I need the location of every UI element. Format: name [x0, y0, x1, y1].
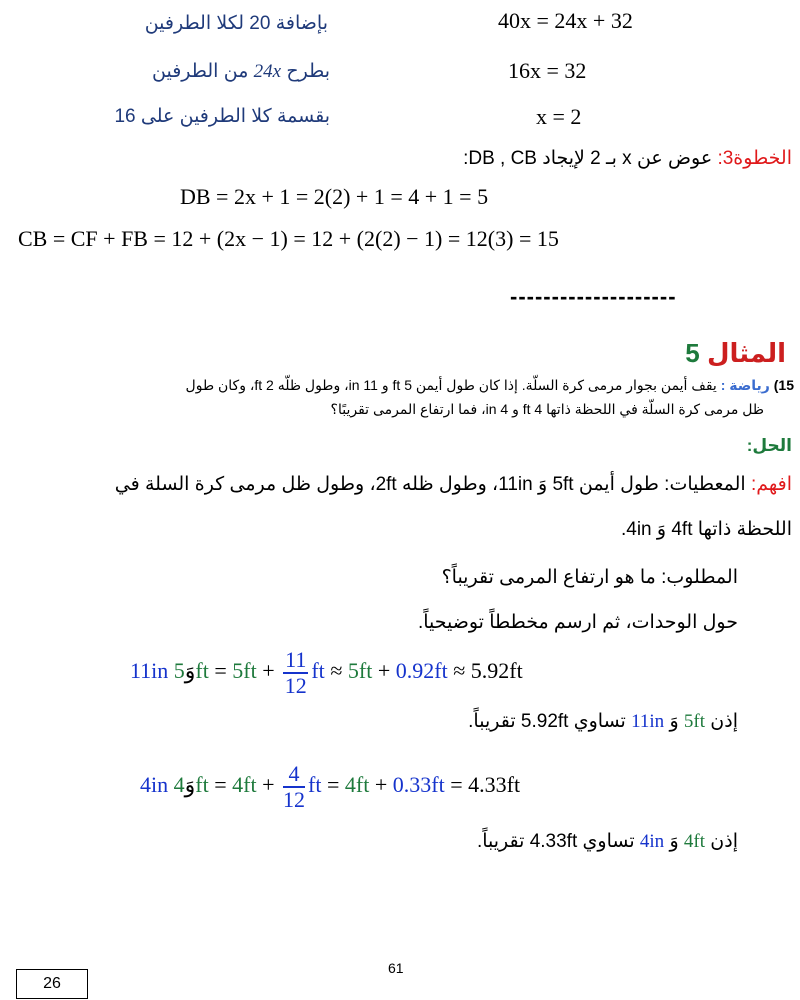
conclusion-1: [468, 710, 738, 733]
step2-prefix: بطرح: [281, 61, 330, 82]
step2-equation: 16x = 32: [508, 58, 587, 83]
calc1-conj: وَ: [184, 658, 196, 684]
calc1-whole: 5ft: [232, 658, 257, 684]
calc2-eq: =: [208, 772, 233, 798]
cb-equation: CB = CF + FB = 12 + (2x − 1) = 12 + (2(2) − 1) = 12(3) = 15: [18, 226, 559, 251]
step1-equation: 40x = 24x + 32: [498, 8, 633, 33]
step3-equation: x = 2: [536, 104, 582, 129]
calc1-unit: ft: [311, 658, 325, 684]
calc2-plus: +: [256, 772, 280, 798]
understand-label: افهم:: [750, 474, 792, 495]
calc2-in: 4in: [140, 772, 169, 798]
problem-number: 15): [773, 377, 794, 393]
calc2-denominator: 12: [283, 787, 305, 813]
conclusion2-ft: 4ft: [683, 831, 706, 852]
calc2-eq2: =: [321, 772, 345, 798]
calc1-term2: 0.92ft: [395, 658, 448, 684]
page-number-center: 61: [388, 960, 404, 976]
calc1-ft: 5ft: [173, 658, 209, 684]
calc1-numerator: 11: [283, 648, 308, 674]
conclusion2-rest: تساوي 4.33ft تقريباً.: [476, 831, 640, 852]
calc1-plus2: +: [372, 658, 396, 684]
step2-suffix: من الطرفين: [152, 61, 254, 82]
calc1-eq: =: [208, 658, 233, 684]
conversion-equation-2: [140, 762, 520, 812]
page-number-box: 26: [16, 969, 88, 999]
step2-var: 24x: [253, 61, 282, 82]
calc1-result: 5.92ft: [470, 658, 523, 684]
conclusion1-a: إذن: [705, 711, 738, 732]
problem-line-2: ظل مرمى كرة السلّة في اللحظة ذاتها 4 ft و 4 in، فما ارتفاع المرمى تقريبًا؟: [330, 401, 764, 417]
problem-line-1: [186, 377, 794, 394]
conclusion2-a: إذن: [705, 831, 738, 852]
substitution-step: [463, 147, 792, 170]
conclusion1-ft: 5ft: [683, 711, 706, 732]
calc1-term1: 5ft: [347, 658, 373, 684]
calc2-conj: وَ: [184, 772, 196, 798]
calc2-plus2: +: [369, 772, 393, 798]
given-line-1: [115, 473, 792, 496]
calc2-unit: ft: [308, 772, 322, 798]
step2-explanation: [152, 60, 330, 83]
calc1-in: 11in: [130, 658, 169, 684]
calc2-result: 4.33ft: [468, 772, 521, 798]
separator: [510, 284, 677, 310]
conclusion1-in: 11in: [631, 711, 665, 732]
given-text-1: المعطيات: طول أيمن 5ft وَ 11in، وطول ظله 2ft، وطول ظل مرمى كرة السلة في: [114, 474, 751, 495]
given-line-2: اللحظة ذاتها 4ft وَ 4in.: [620, 519, 792, 540]
db-equation: DB = 2x + 1 = 2(2) + 1 = 4 + 1 = 5: [180, 184, 489, 209]
calc2-fraction: [283, 762, 305, 812]
calc1-plus: +: [256, 658, 281, 684]
step-text: عوض عن x بـ 2 لإيجاد DB , CB:: [463, 148, 718, 169]
calc1-approx2: ≈: [447, 658, 471, 684]
step3-explanation: بقسمة كلا الطرفين على 16: [114, 106, 330, 127]
conclusion2-in: 4in: [639, 831, 665, 852]
step1-explanation: بإضافة 20 لكلا الطرفين: [144, 13, 328, 34]
conclusion-2: [477, 830, 738, 853]
example-title-number: 5: [685, 338, 700, 368]
required-line: المطلوب: ما هو ارتفاع المرمى تقريباً؟: [441, 567, 738, 588]
calc2-eq3: =: [444, 772, 469, 798]
conclusion1-conj: وَ: [664, 711, 684, 732]
calc2-term2: 0.33ft: [392, 772, 445, 798]
calc2-numerator: 4: [283, 762, 305, 788]
conclusion1-rest: تساوي 5.92ft تقريباً.: [468, 711, 632, 732]
calc2-whole: 4ft: [232, 772, 257, 798]
example-title: [685, 338, 786, 369]
conclusion2-conj: وَ: [664, 831, 684, 852]
calc2-term1: 4ft: [344, 772, 370, 798]
convert-line: حول الوحدات، ثم ارسم مخططاً توضيحياً.: [417, 612, 738, 633]
calc1-approx1: ≈: [324, 658, 348, 684]
separator-dashes: --------------------: [510, 284, 677, 309]
example-title-word: المثال: [706, 338, 786, 368]
step-label: الخطوة3:: [717, 148, 792, 169]
problem-tag: رياضة :: [720, 377, 770, 393]
calc1-denominator: 12: [284, 673, 307, 699]
calc1-fraction: [283, 648, 308, 698]
solution-label: الحل:: [746, 436, 792, 455]
problem-text-1: يقف أيمن بجوار مرمى كرة السلّة. إذا كان طول أيمن 5 ft و 11 in، وطول ظلّه 2 ft، وكان طول: [185, 377, 717, 393]
conversion-equation-1: [130, 648, 523, 698]
calc2-ft: 4ft: [173, 772, 209, 798]
